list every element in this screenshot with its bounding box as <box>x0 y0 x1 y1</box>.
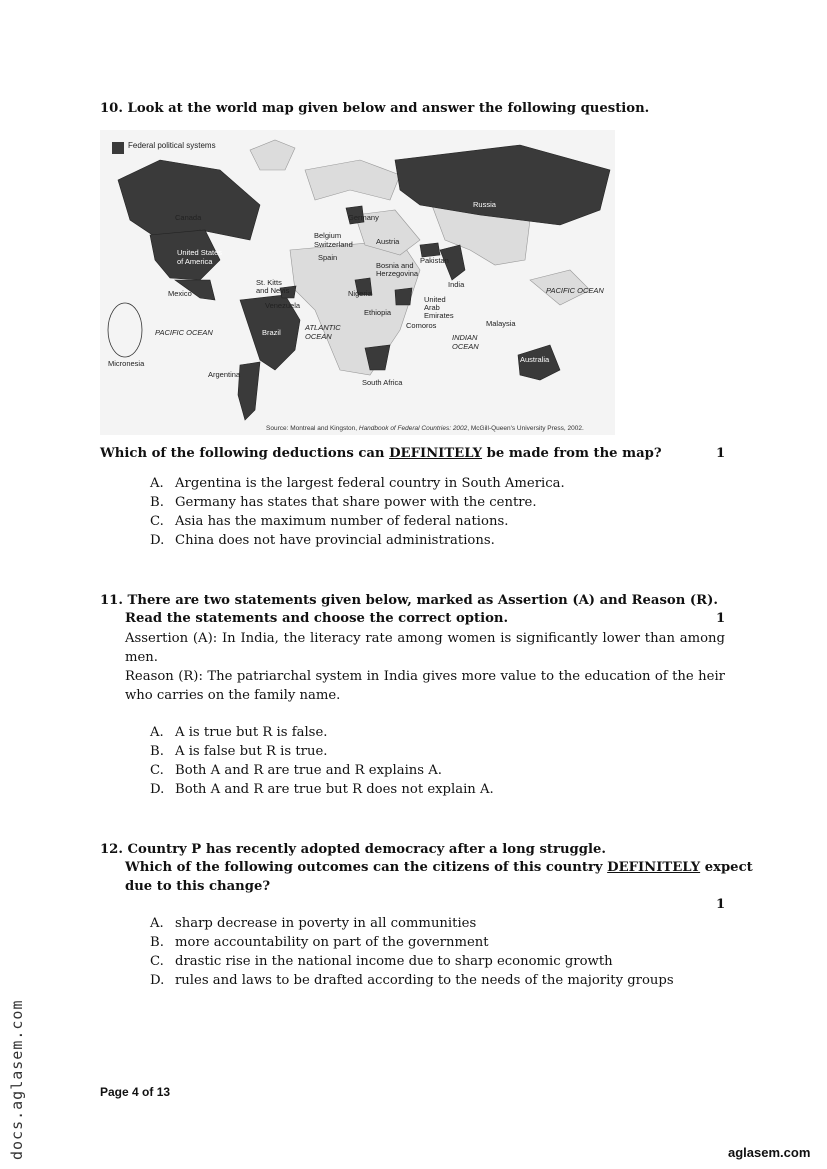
option-text: China does not have provincial administrations. <box>175 533 495 548</box>
option-text: Both A and R are true but R does not explain A. <box>175 782 494 797</box>
option-letter: B. <box>150 744 164 759</box>
option-letter: D. <box>150 533 165 548</box>
option-text: A is false but R is true. <box>175 744 328 759</box>
option-letter: B. <box>150 935 164 950</box>
label-stkitts-1: St. Kitts <box>256 278 282 287</box>
q12-marks: 1 <box>716 897 726 912</box>
page-label: Page <box>100 1085 133 1099</box>
side-watermark: docs.aglasem.com <box>8 999 26 1160</box>
q12-line1: Country P has recently adopted democracy after a long struggle. <box>127 842 606 857</box>
label-austria: Austria <box>376 237 400 246</box>
q12-option-c[interactable] <box>150 954 613 969</box>
label-canada: Canada <box>175 213 202 222</box>
label-argentina: Argentina <box>208 370 241 379</box>
option-letter: C. <box>150 954 164 969</box>
label-bosnia-1: Bosnia and <box>376 261 414 270</box>
option-text: Argentina is the largest federal country in South America. <box>175 476 565 491</box>
page-num: 4 <box>132 1085 139 1099</box>
q12-line2-emph: DEFINITELY <box>607 860 701 875</box>
q11-assertion: Assertion (A): In India, the literacy rate among women is significantly lower than among men. <box>125 631 725 665</box>
label-atlantic-1: ATLANTIC <box>305 323 341 332</box>
q10-heading <box>100 101 649 116</box>
option-letter: B. <box>150 495 164 510</box>
world-map-figure <box>100 130 615 435</box>
q10-question-post: be made from the map? <box>482 446 662 461</box>
label-micronesia: Micronesia <box>108 359 145 368</box>
label-uae-3: Emirates <box>424 311 454 320</box>
option-text: sharp decrease in poverty in all communities <box>175 916 477 931</box>
label-bosnia-2: Herzegovina <box>376 269 419 278</box>
label-spain: Spain <box>318 253 338 262</box>
option-text: more accountability on part of the government <box>175 935 489 950</box>
q11-reason: Reason (R): The patriarchal system in India gives more value to the education of the heir who carries on the family name. <box>125 669 725 703</box>
q12-heading <box>100 842 606 857</box>
q12-option-d[interactable] <box>150 973 674 988</box>
q11-line2: Read the statements and choose the correct option. <box>125 611 509 626</box>
label-uae-1: United <box>424 295 446 304</box>
q10-option-d[interactable] <box>150 533 495 548</box>
label-belgium: Belgium <box>314 231 342 240</box>
label-usa-2: of America <box>177 257 213 266</box>
q10-question-emph: DEFINITELY <box>389 446 483 461</box>
label-nigeria: Nigeria <box>348 289 372 298</box>
page-of: of <box>138 1085 157 1099</box>
label-pacific-east: PACIFIC OCEAN <box>546 286 604 295</box>
q11-marks: 1 <box>716 611 726 626</box>
map-source: Source: Montreal and Kingston, Handbook of Federal Countries: 2002, McGill-Queen's University Press, 2002. <box>266 425 584 432</box>
label-uae-2: Arab <box>424 303 440 312</box>
label-stkitts-2: and Nevis <box>256 286 290 295</box>
option-letter: C. <box>150 514 164 529</box>
world-map <box>100 130 615 435</box>
option-letter: A. <box>150 725 164 740</box>
label-india: India <box>448 280 465 289</box>
q12-number: 12. <box>100 842 123 857</box>
label-pakistan: Pakistan <box>420 256 449 265</box>
q11-option-c[interactable] <box>150 763 442 778</box>
label-russia: Russia <box>473 200 496 209</box>
label-australia: Australia <box>520 355 550 364</box>
q11-heading <box>100 593 718 608</box>
q12-line3: due to this change? <box>125 879 271 894</box>
option-text: rules and laws to be drafted according to the needs of the majority groups <box>175 973 674 988</box>
option-letter: A. <box>150 916 164 931</box>
label-indian-2: OCEAN <box>452 342 479 351</box>
q11-option-b[interactable] <box>150 744 327 759</box>
q10-number: 10. <box>100 101 123 116</box>
label-south-africa: South Africa <box>362 378 403 387</box>
option-text: Germany has states that share power with the centre. <box>175 495 537 510</box>
label-pacific-west: PACIFIC OCEAN <box>155 328 213 337</box>
label-indian-1: INDIAN <box>452 333 478 342</box>
label-brazil: Brazil <box>262 328 281 337</box>
q11-option-d[interactable] <box>150 782 494 797</box>
q11-option-a[interactable] <box>150 725 327 740</box>
q10-prompt: Look at the world map given below and answer the following question. <box>127 101 650 116</box>
label-malaysia: Malaysia <box>486 319 516 328</box>
option-text: A is true but R is false. <box>175 725 328 740</box>
q11-number: 11. <box>100 593 123 608</box>
label-mexico: Mexico <box>168 289 192 298</box>
q10-question <box>100 446 662 461</box>
q12-option-b[interactable] <box>150 935 489 950</box>
q12-line2 <box>125 860 753 875</box>
label-germany: Germany <box>348 213 379 222</box>
q12-line2-pre: Which of the following outcomes can the citizens of this country <box>125 860 608 875</box>
page-total: 13 <box>156 1085 171 1099</box>
brand-link[interactable]: aglasem.com <box>728 1145 811 1160</box>
q10-option-c[interactable] <box>150 514 508 529</box>
map-legend: Federal political systems <box>128 141 216 150</box>
option-letter: C. <box>150 763 164 778</box>
label-ethiopia: Ethiopia <box>364 308 392 317</box>
option-text: Asia has the maximum number of federal nations. <box>175 514 509 529</box>
q11-line1: There are two statements given below, marked as Assertion (A) and Reason (R). <box>127 593 718 608</box>
option-letter: A. <box>150 476 164 491</box>
option-text: Both A and R are true and R explains A. <box>175 763 442 778</box>
label-atlantic-2: OCEAN <box>305 332 332 341</box>
option-text: drastic rise in the national income due to sharp economic growth <box>175 954 613 969</box>
label-usa-1: United States <box>177 248 223 257</box>
q12-line2-post: expect <box>700 860 753 875</box>
option-letter: D. <box>150 973 165 988</box>
page-number <box>100 1085 170 1099</box>
q10-option-a[interactable] <box>150 476 565 491</box>
q10-question-pre: Which of the following deductions can <box>100 446 390 461</box>
label-venezuela: Venezuela <box>265 301 301 310</box>
q10-option-b[interactable] <box>150 495 537 510</box>
q12-option-a[interactable] <box>150 916 476 931</box>
q10-marks: 1 <box>716 446 726 461</box>
label-switzerland: Switzerland <box>314 240 353 249</box>
option-letter: D. <box>150 782 165 797</box>
label-comoros: Comoros <box>406 321 437 330</box>
